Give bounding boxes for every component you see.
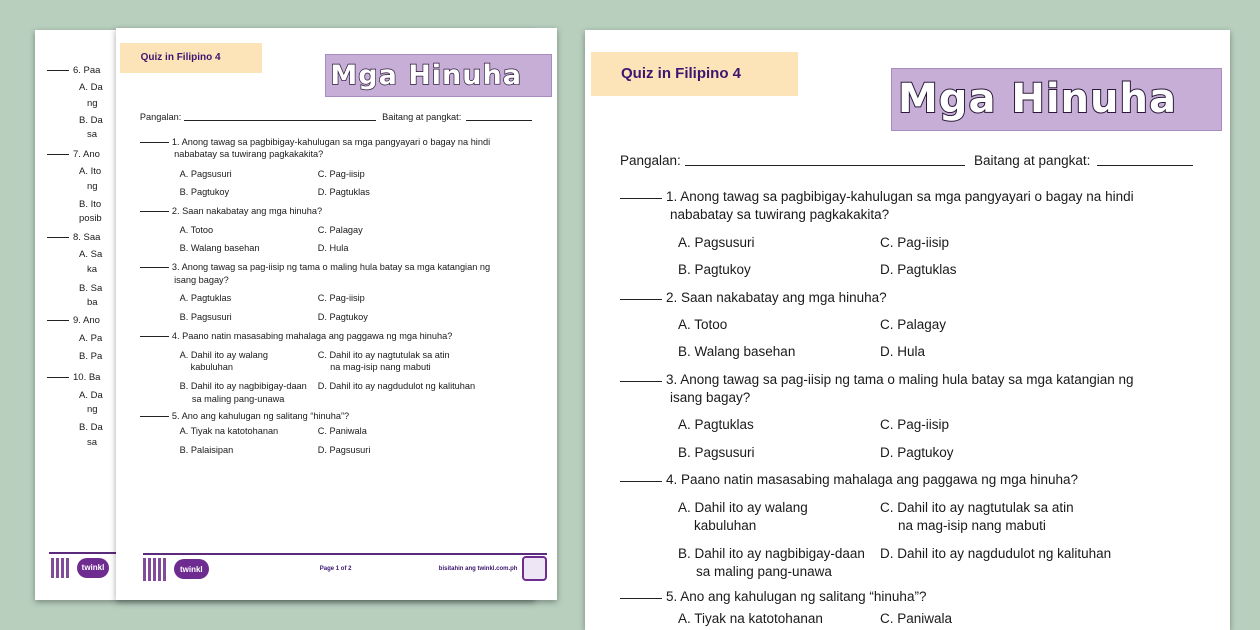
grade-label: Baitang at pangkat: — [974, 153, 1091, 168]
fragment: ba — [87, 297, 98, 308]
fragment: posib — [79, 213, 102, 224]
question-text-cont: nababatay sa tuwirang pagkakakita? — [670, 207, 890, 222]
question-text: 5. Ano ang kahulugan ng salitang “hinuha”? — [666, 589, 927, 604]
question-5 — [620, 588, 926, 606]
question-text: 4. Paano natin masasabing mahalaga ang paggawa ng mga hinuha? — [666, 472, 1079, 487]
fragment: 7. Ano — [73, 149, 100, 160]
answer-blank[interactable] — [140, 142, 169, 143]
option-b: B. Pagsusuri — [678, 445, 755, 460]
option-c: C. Dahil ito ay nagtutulak sa atin — [317, 349, 450, 360]
fragment: A. Ito — [79, 166, 102, 177]
answer-blank[interactable] — [140, 416, 169, 417]
option-b: B. Walang basehan — [179, 243, 260, 254]
option-c: C. Pag-iisip — [317, 293, 365, 303]
worksheet-title: Mga Hinuha — [330, 60, 522, 92]
subject-label: Quiz in Filipino 4 — [621, 65, 741, 82]
option-a: A. Tiyak na katotohanan — [179, 425, 279, 436]
question-2 — [620, 289, 887, 307]
twinkl-logo: twinkl — [77, 558, 109, 578]
option-c: C. Pag-iisip — [880, 235, 950, 250]
option-d: D. Pagtukoy — [880, 445, 954, 460]
grade-label: Baitang at pangkat: — [382, 112, 462, 123]
worksheet-title: Mga Hinuha — [898, 76, 1177, 122]
title-banner — [891, 68, 1222, 131]
option-d: D. Hula — [317, 243, 349, 254]
option-c: C. Paniwala — [317, 425, 367, 436]
option-d: D. Hula — [880, 344, 926, 359]
question-text: 3. Anong tawag sa pag-iisip ng tama o maling hula batay sa mga katangian ng — [666, 372, 1134, 387]
question-text-cont: nababatay sa tuwirang pagkakakita? — [174, 149, 324, 160]
option-a: A. Pagsusuri — [678, 235, 755, 250]
option-a: A. Totoo — [678, 317, 728, 332]
grade-field-line[interactable] — [466, 120, 532, 121]
fragment: A. Sa — [79, 249, 103, 260]
option-a: A. Pagtuklas — [678, 417, 754, 432]
fragment: A. Da — [79, 390, 103, 401]
subject-label: Quiz in Filipino 4 — [140, 51, 221, 63]
option-b-cont: sa maling pang-unawa — [696, 564, 832, 579]
fragment: ka — [87, 264, 98, 275]
option-b-cont: sa maling pang-unawa — [191, 393, 285, 404]
question-9 — [47, 315, 100, 327]
fragment: B. Da — [79, 422, 103, 433]
option-c-cont: na mag-isip nang mabuti — [898, 518, 1046, 533]
option-b: B. Pagtukoy — [179, 187, 230, 197]
fragment: sa — [87, 129, 98, 140]
option-b: B. Pagtukoy — [678, 262, 751, 277]
fragment: ng — [87, 404, 98, 415]
question-text-cont: isang bagay? — [174, 274, 229, 285]
option-a: A. Pagtuklas — [179, 293, 232, 303]
question-2 — [140, 205, 322, 217]
option-a: A. Dahil ito ay walang — [179, 349, 268, 360]
option-c: C. Dahil ito ay nagtutulak sa atin — [880, 500, 1074, 515]
option-c: C. Paniwala — [880, 611, 953, 626]
option-b: B. Dahil ito ay nagbibigay-daan — [678, 546, 865, 561]
footer-divider — [143, 553, 547, 555]
fragment: B. Pa — [79, 351, 103, 362]
question-text-cont: isang bagay? — [670, 390, 751, 405]
option-a: A. Totoo — [179, 224, 214, 235]
subject-label-box — [120, 43, 262, 73]
option-d: D. Dahil ito ay nagdudulot ng kalituhan — [880, 546, 1112, 561]
fragment: ng — [87, 181, 98, 192]
option-c: C. Pag-iisip — [317, 168, 365, 179]
option-d: D. Pagtuklas — [880, 262, 957, 277]
option-c-cont: na mag-isip nang mabuti — [330, 362, 431, 373]
name-field-line[interactable] — [184, 120, 376, 121]
question-1 — [620, 188, 1134, 206]
option-b: B. Dahil ito ay nagbibigay-daan — [179, 381, 307, 392]
fragment: 8. Saa — [73, 232, 101, 243]
fragment: B. Sa — [79, 283, 103, 294]
answer-blank[interactable] — [620, 598, 662, 599]
option-a: A. Dahil ito ay walang — [678, 500, 808, 515]
option-a: A. Tiyak na katotohanan — [678, 611, 823, 626]
question-4 — [620, 471, 1078, 489]
option-c: C. Palagay — [880, 317, 947, 332]
question-6 — [47, 65, 100, 77]
question-text: 5. Ano ang kahulugan ng salitang “hinuha”? — [171, 410, 350, 421]
question-text: 2. Saan nakabatay ang mga hinuha? — [666, 290, 887, 305]
worksheet-page-preview — [585, 30, 1230, 630]
grade-field-line[interactable] — [1097, 165, 1193, 166]
question-10 — [47, 372, 100, 384]
question-3 — [620, 371, 1134, 389]
answer-blank[interactable] — [620, 299, 662, 300]
qr-code-icon — [51, 558, 71, 578]
question-text: 2. Saan nakabatay ang mga hinuha? — [171, 206, 323, 217]
name-field-line[interactable] — [685, 165, 965, 166]
question-text: 3. Anong tawag sa pag-iisip ng tama o maling hula batay sa mga katangian ng — [171, 262, 491, 273]
fragment: ng — [87, 98, 98, 109]
title-banner — [325, 54, 551, 97]
question-4 — [140, 330, 452, 342]
option-a-cont: kabuluhan — [190, 362, 233, 373]
site-link[interactable]: bisitahin ang twinkl.com.ph — [438, 565, 518, 572]
fragment: 6. Paa — [73, 65, 101, 76]
answer-blank[interactable] — [140, 336, 169, 337]
question-1 — [140, 136, 490, 148]
question-text: 4. Paano natin masasabing mahalaga ang paggawa ng mga hinuha? — [171, 330, 453, 341]
fragment: sa — [87, 437, 98, 448]
fragment: B. Ito — [79, 199, 102, 210]
option-c: C. Palagay — [317, 224, 363, 235]
question-5 — [140, 410, 349, 422]
qr-code-icon — [143, 558, 166, 581]
option-d: D. Dahil ito ay nagdudulot ng kalituhan — [317, 381, 476, 392]
question-3 — [140, 261, 490, 273]
fragment: A. Pa — [79, 333, 103, 344]
fragment: A. Da — [79, 82, 103, 93]
subject-label-box — [591, 52, 798, 96]
answer-blank[interactable] — [620, 381, 662, 382]
option-d: D. Pagtukoy — [317, 312, 368, 323]
fragment: 10. Ba — [73, 372, 101, 383]
option-d: D. Pagsusuri — [317, 444, 371, 455]
twinkl-badge-icon — [522, 556, 547, 581]
question-8 — [47, 232, 100, 244]
answer-blank[interactable] — [140, 211, 169, 212]
answer-blank[interactable] — [140, 267, 169, 268]
option-b: B. Palaisipan — [179, 444, 234, 455]
option-a: A. Pagsusuri — [179, 168, 232, 179]
fragment: B. Da — [79, 115, 103, 126]
question-text: 1. Anong tawag sa pagbibigay-kahulugan sa mga pangyayari o bagay na hindi — [171, 137, 491, 148]
twinkl-logo: twinkl — [174, 559, 210, 580]
name-label: Pangalan: — [139, 112, 182, 123]
page-number: Page 1 of 2 — [319, 565, 352, 572]
question-7 — [47, 149, 100, 161]
option-a-cont: kabuluhan — [694, 518, 757, 533]
question-text: 1. Anong tawag sa pagbibigay-kahulugan sa mga pangyayari o bagay na hindi — [666, 189, 1134, 204]
option-b: B. Walang basehan — [678, 344, 796, 359]
option-d: D. Pagtuklas — [317, 187, 370, 197]
worksheet-page-thumbnail — [116, 28, 557, 600]
option-b: B. Pagsusuri — [179, 312, 232, 323]
answer-blank[interactable] — [620, 198, 662, 199]
option-c: C. Pag-iisip — [880, 417, 950, 432]
name-label: Pangalan: — [620, 153, 681, 168]
answer-blank[interactable] — [620, 481, 662, 482]
fragment: 9. Ano — [73, 315, 100, 326]
